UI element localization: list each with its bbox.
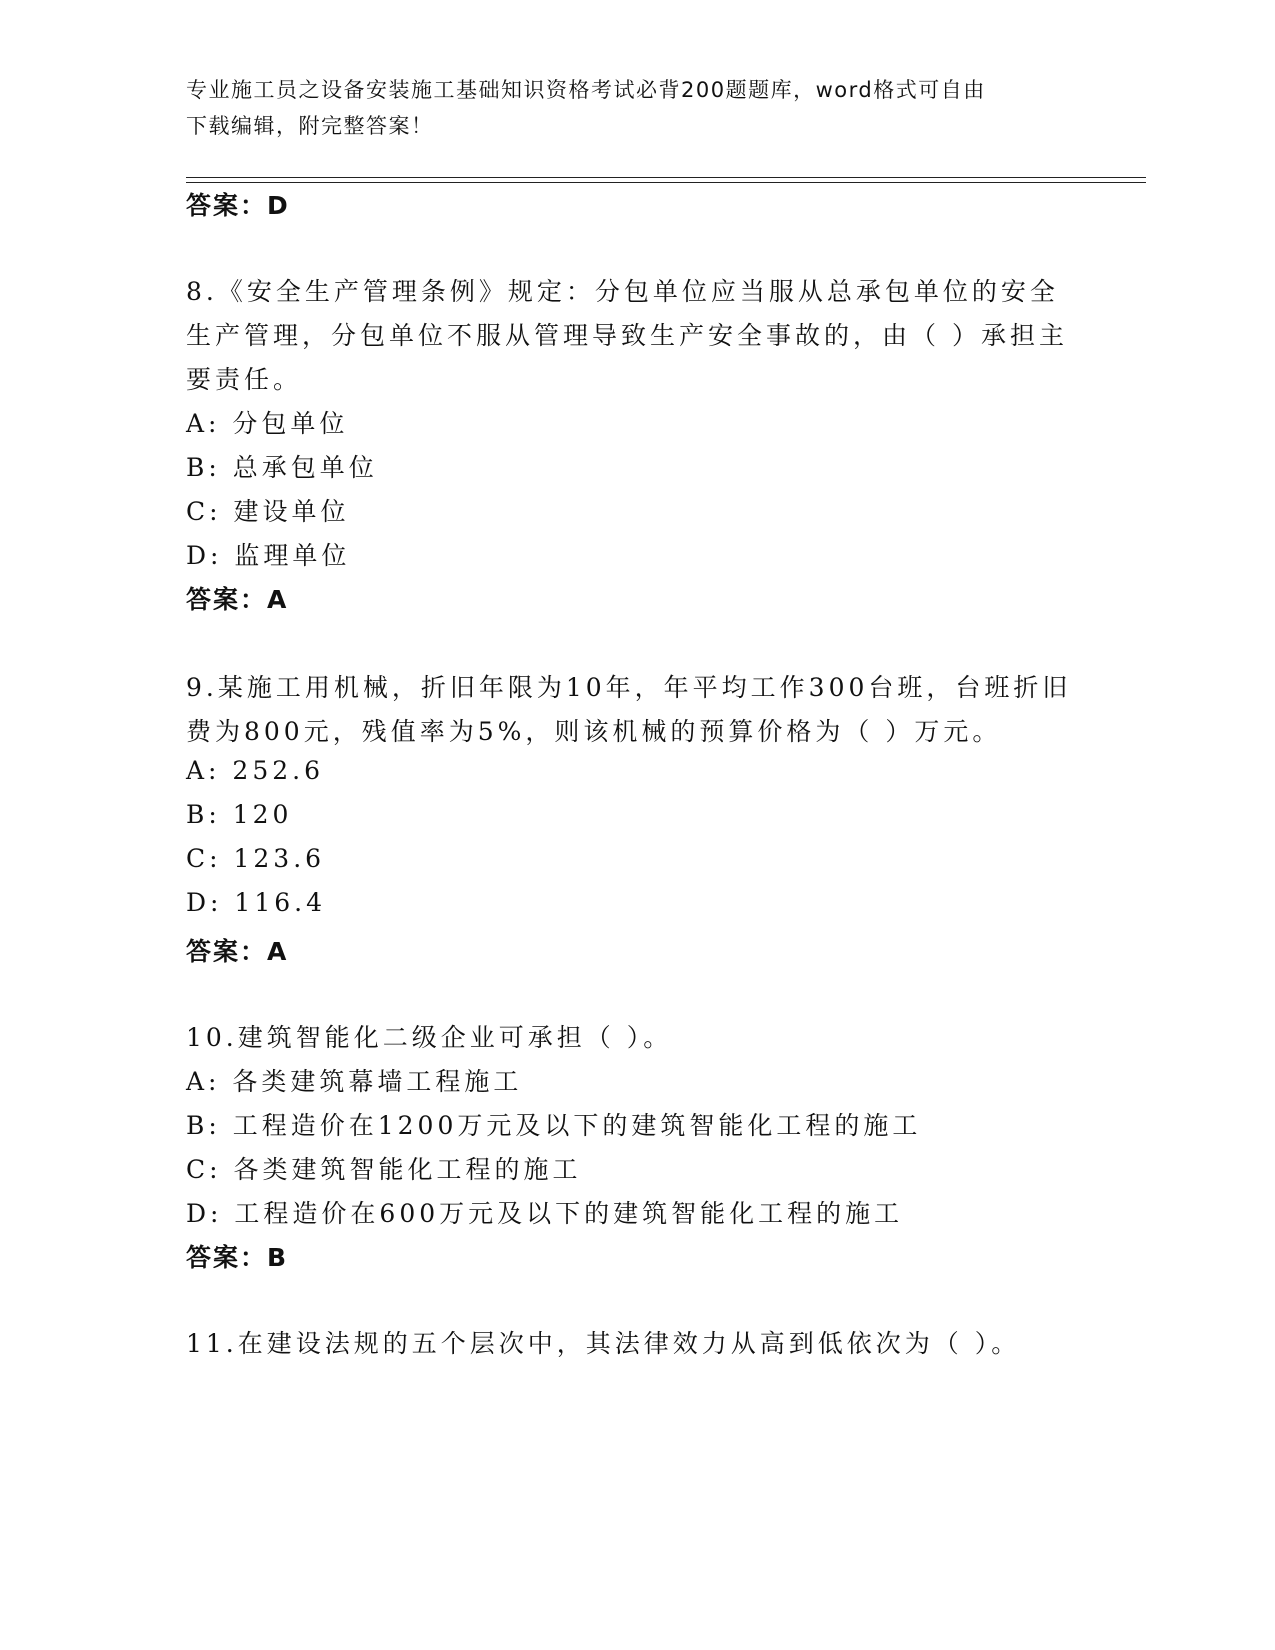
option-d: D: 监理单位 <box>186 541 351 570</box>
answer-line: 答案：A <box>186 585 289 614</box>
document-header <box>186 72 1086 144</box>
question-stem: 费为800元，残值率为5%，则该机械的预算价格为（ ）万元。 <box>186 717 1002 746</box>
question-stem: 生产管理，分包单位不服从管理导致生产安全事故的，由（ ）承担主 <box>186 321 1068 350</box>
header-divider <box>186 177 1146 178</box>
question-stem: 8.《安全生产管理条例》规定：分包单位应当服从总承包单位的安全 <box>186 277 1059 306</box>
option-c: C: 建设单位 <box>186 497 350 526</box>
option-c: C: 各类建筑智能化工程的施工 <box>186 1155 582 1184</box>
option-d: D: 116.4 <box>186 888 326 917</box>
header-divider <box>186 182 1146 183</box>
answer-line: 答案：B <box>186 1243 289 1272</box>
option-b: B: 工程造价在1200万元及以下的建筑智能化工程的施工 <box>186 1111 922 1140</box>
question-stem: 要责任。 <box>186 365 303 394</box>
option-a: A: 各类建筑幕墙工程施工 <box>186 1067 523 1096</box>
header-line: 专业施工员之设备安装施工基础知识资格考试必背200题题库，word格式可自由 <box>186 78 986 102</box>
option-c: C: 123.6 <box>186 844 326 873</box>
answer-line: 答案：A <box>186 937 289 966</box>
option-b: B: 120 <box>186 800 293 829</box>
option-d: D: 工程造价在600万元及以下的建筑智能化工程的施工 <box>186 1199 904 1228</box>
header-line: 下载编辑，附完整答案！ <box>186 114 434 138</box>
question-stem: 11.在建设法规的五个层次中，其法律效力从高到低依次为（ ）。 <box>186 1329 1021 1358</box>
option-a: A: 252.6 <box>186 756 324 785</box>
question-stem: 9.某施工用机械，折旧年限为10年，年平均工作300台班，台班折旧 <box>186 673 1072 702</box>
option-b: B: 总承包单位 <box>186 453 378 482</box>
option-a: A: 分包单位 <box>186 409 349 438</box>
answer-line: 答案：D <box>186 191 290 220</box>
question-stem: 10.建筑智能化二级企业可承担（ ）。 <box>186 1023 673 1052</box>
